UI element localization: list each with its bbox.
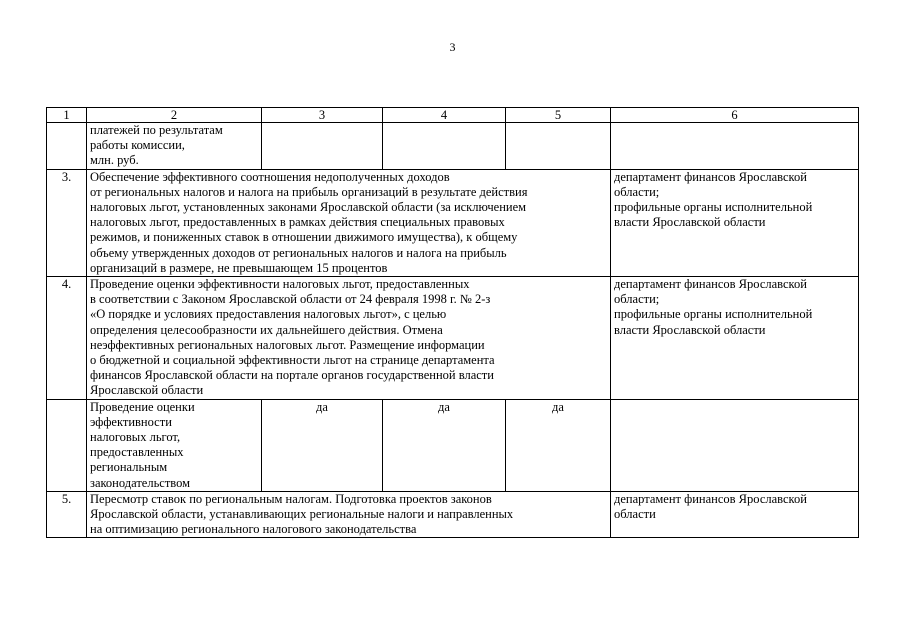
row-number bbox=[47, 123, 87, 170]
row-number bbox=[47, 399, 87, 491]
column-number-row bbox=[47, 108, 859, 123]
indicator-name: платежей по результатам работы комиссии, млн. руб. bbox=[87, 123, 262, 170]
measure-description: Пересмотр ставок по региональным налогам. Подготовка проектов законов Ярославской области, устанавливающих региональные налоги и направленных на оптимизацию регионального налогового законодательства bbox=[87, 491, 611, 538]
indicator-value-col4: да bbox=[383, 399, 506, 491]
column-number-header: 5 bbox=[506, 108, 611, 123]
measure-description: Обеспечение эффективного соотношения недополученных доходов от региональных налогов и налога на прибыль организаций в результате действия налоговых льгот, установленных законами Ярославской области (за исключением налоговых льгот, предоставленных в рамках действия специальных правовых режимов, и пониженных ставок в отношении движимого имущества), к общему объему утвержденных доходов от региональных налогов и налога на прибыль организаций в размере, не превышающем 15 процентов bbox=[87, 169, 611, 276]
measure-executor: департамент финансов Ярославской области bbox=[611, 491, 859, 538]
table-row-indicator-continuation bbox=[47, 123, 859, 170]
column-number-header: 2 bbox=[87, 108, 262, 123]
indicator-name: Проведение оценки эффективности налоговых льгот, предоставленных региональным законодательством bbox=[87, 399, 262, 491]
table-row-measure-3 bbox=[47, 169, 859, 276]
table-row-indicator-4 bbox=[47, 399, 859, 491]
measure-description: Проведение оценки эффективности налоговых льгот, предоставленных в соответствии с Законом Ярославской области от 24 февраля 1998 г. № 2-з «О порядке и условиях предоставления налоговых льгот», с целью определения целесообразности их дальнейшего действия. Отмена неэффективных региональных налоговых льгот. Размещение информации о бюджетной и социальной эффективности льгот на странице департамента финансов Ярославской области на портале органов государственной власти Ярославской области bbox=[87, 277, 611, 400]
indicator-value-col5: да bbox=[506, 399, 611, 491]
indicator-executor bbox=[611, 123, 859, 170]
column-number-header: 6 bbox=[611, 108, 859, 123]
indicator-value-col5 bbox=[506, 123, 611, 170]
row-number: 3. bbox=[47, 169, 87, 276]
row-number: 4. bbox=[47, 277, 87, 400]
page-number: 3 bbox=[449, 40, 456, 54]
table-row-measure-4 bbox=[47, 277, 859, 400]
column-number-header: 3 bbox=[262, 108, 383, 123]
measure-executor: департамент финансов Ярославской области; профильные органы исполнительной власти Ярославской области bbox=[611, 169, 859, 276]
row-number: 5. bbox=[47, 491, 87, 538]
indicator-value-col3 bbox=[262, 123, 383, 170]
measures-table bbox=[46, 107, 859, 538]
column-number-header: 4 bbox=[383, 108, 506, 123]
indicator-value-col3: да bbox=[262, 399, 383, 491]
column-number-header: 1 bbox=[47, 108, 87, 123]
table-row-measure-5 bbox=[47, 491, 859, 538]
measure-executor: департамент финансов Ярославской области; профильные органы исполнительной власти Ярославской области bbox=[611, 277, 859, 400]
indicator-value-col4 bbox=[383, 123, 506, 170]
indicator-executor bbox=[611, 399, 859, 491]
